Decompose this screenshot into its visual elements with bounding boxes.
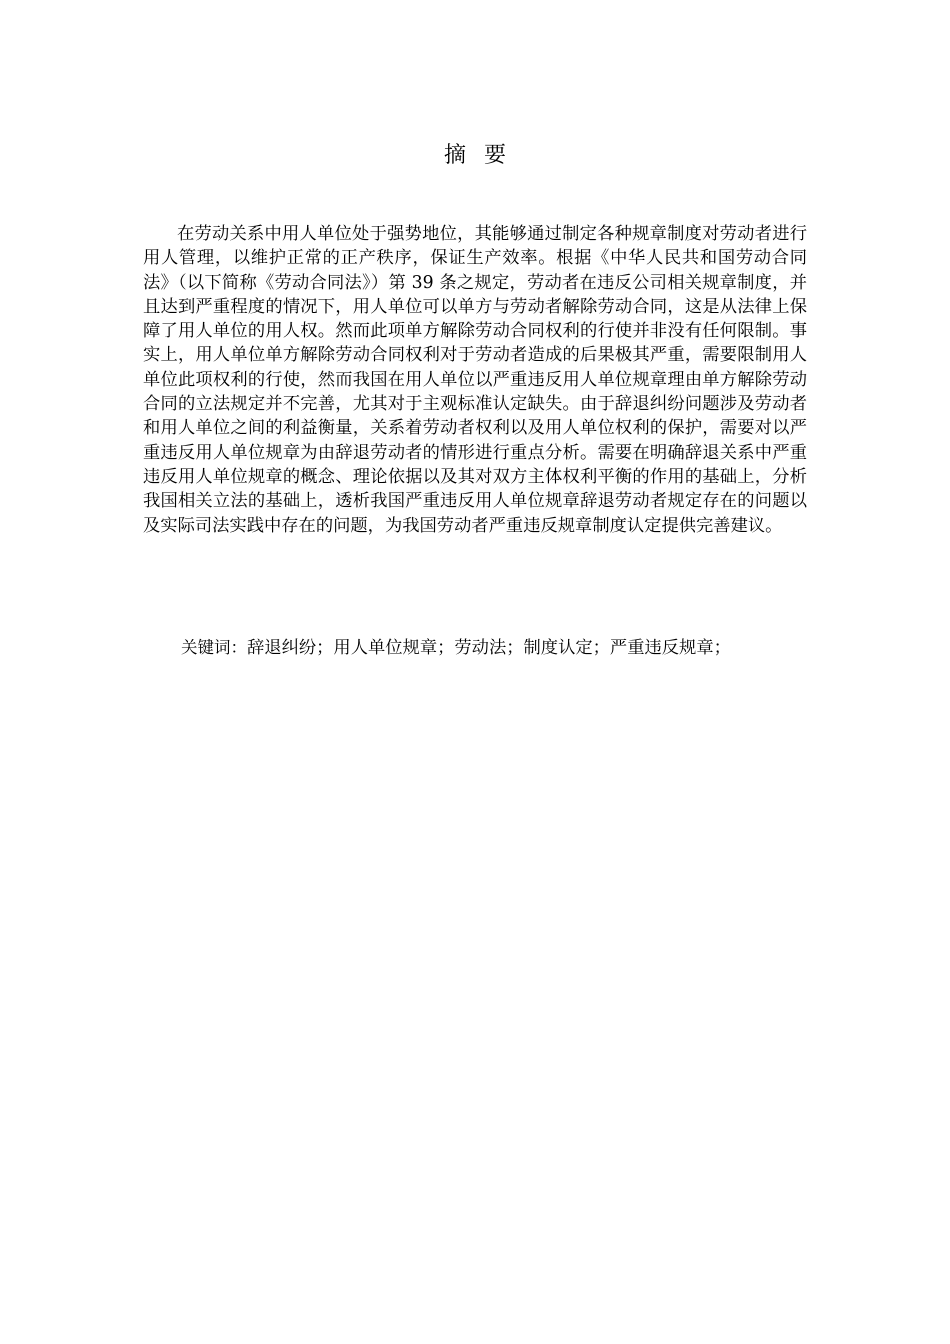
keywords-line — [181, 636, 821, 660]
keywords-label: 关键词： — [181, 638, 247, 657]
abstract-paragraph: 在劳动关系中用人单位处于强势地位，其能够通过制定各种规章制度对劳动者进行用人管理，以维护正常的正产秩序，保证生产效率。根据《中华人民共和国劳动合同法》（以下简称《劳动合同法》）第 39 条之规定，劳动者在违反公司相关规章制度，并且达到严重程度的情况下，用人单位可以单方与劳动者解除劳动合同，这是从法律上保障了用人单位的用人权。然而此项单方解除劳动合同权利的行使并非没有任何限制。事实上，用人单位单方解除劳动合同权利对于劳动者造成的后果极其严重，需要限制用人单位此项权利的行使，然而我国在用人单位以严重违反用人单位规章理由单方解除劳动合同的立法规定并不完善，尤其对于主观标准认定缺失。由于辞退纠纷问题涉及劳动者和用人单位之间的利益衡量，关系着劳动者权利以及用人单位权利的保护，需要对以严重违反用人单位规章为由辞退劳动者的情形进行重点分析。需要在明确辞退关系中严重违反用人单位规章的概念、理论依据以及其对双方主体权利平衡的作用的基础上，分析我国相关立法的基础上，透析我国严重违反用人单位规章辞退劳动者规定存在的问题以及实际司法实践中存在的问题，为我国劳动者严重违反规章制度认定提供完善建议。 — [143, 224, 807, 536]
keywords-list: 辞退纠纷；用人单位规章；劳动法；制度认定；严重违反规章； — [247, 638, 731, 658]
abstract-title: 摘要 — [443, 143, 524, 168]
